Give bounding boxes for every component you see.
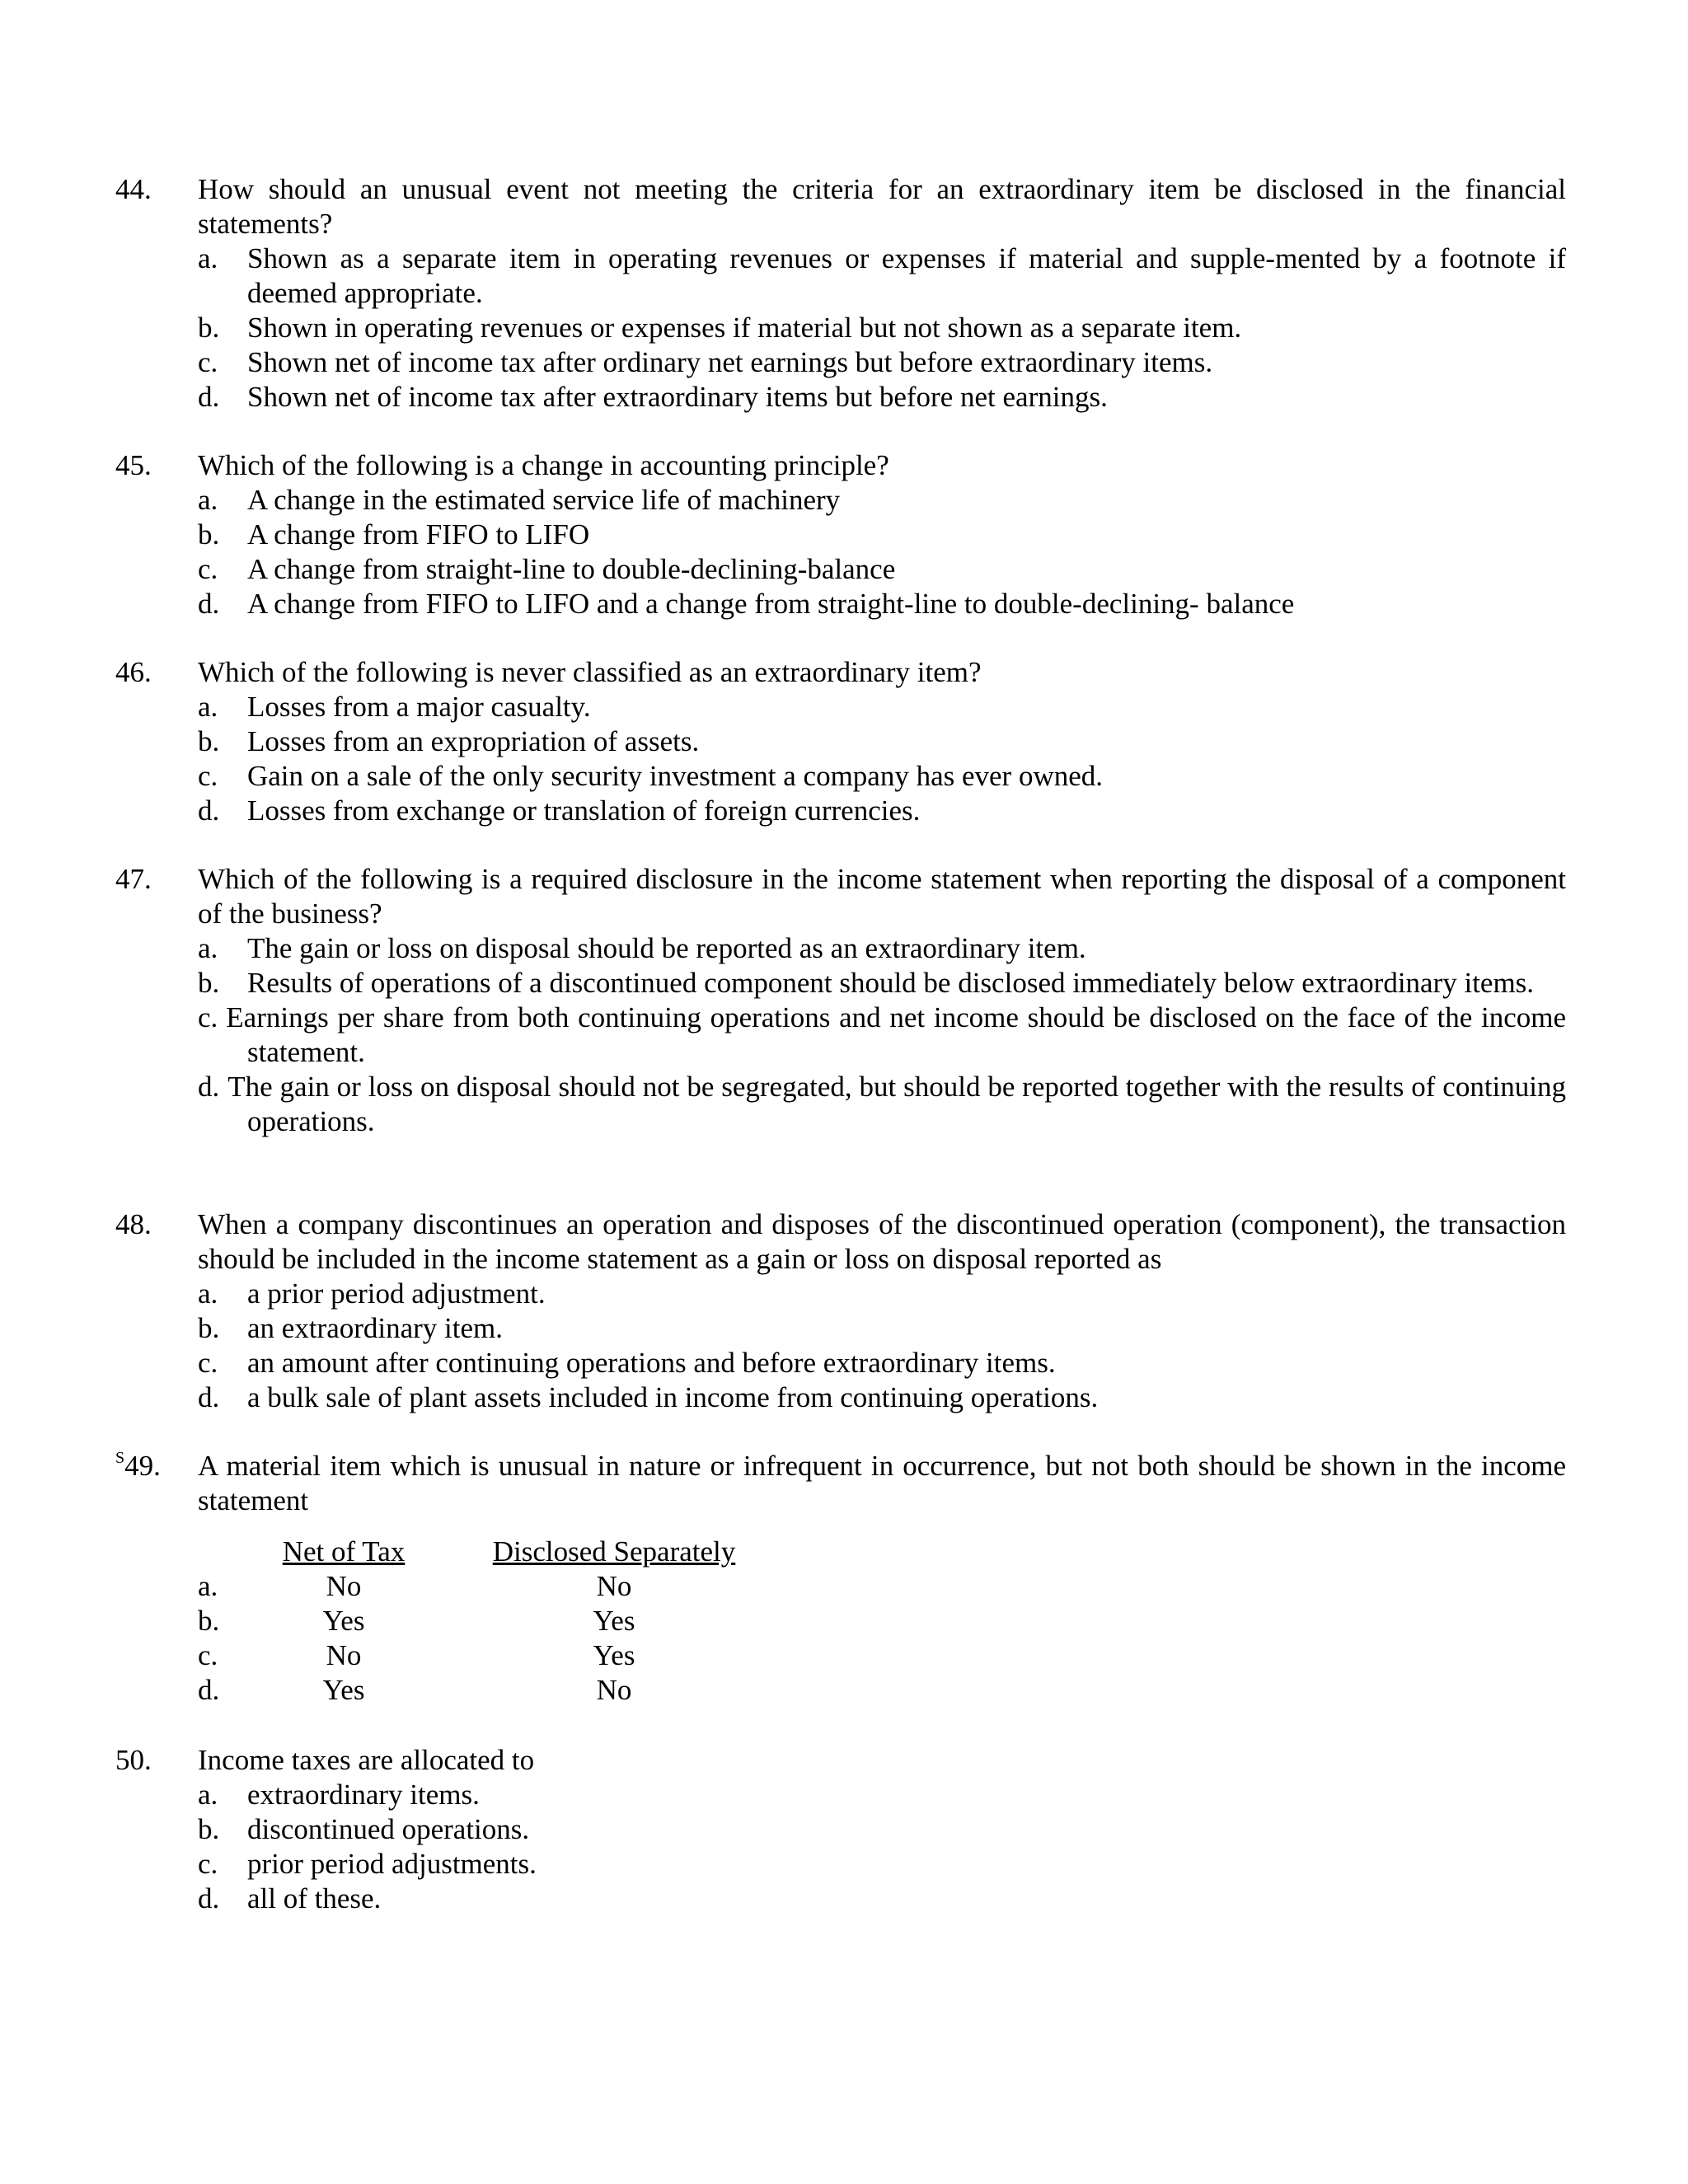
option-text: Shown as a separate item in operating revenues or expenses if material and supple-mented by a footnote if deemed appropriate. (247, 242, 1566, 309)
option-d (198, 587, 1566, 621)
option-letter: b. (198, 518, 220, 551)
question-number: 48. (115, 1208, 152, 1240)
option-text: extraordinary items. (247, 1779, 480, 1811)
question-text: A material item which is unusual in nature or infrequent in occurrence, but not both should be shown in the income statement (198, 1450, 1566, 1516)
option-text: Losses from an expropriation of assets. (247, 725, 700, 757)
question-text: How should an unusual event not meeting the criteria for an extraordinary item be disclosed in the financial statements? (198, 173, 1566, 240)
option-c (198, 552, 1566, 587)
option-letter: a. (198, 932, 218, 964)
question-47 (115, 862, 1566, 1139)
option-d (198, 1380, 1566, 1415)
question-text: Which of the following is a required disclosure in the income statement when reporting the disposal of a component of the business? (198, 863, 1566, 930)
option-letter: c. (198, 760, 218, 792)
option-b (198, 966, 1566, 1001)
row-letter: b. (198, 1605, 220, 1637)
question-number: 50. (115, 1744, 152, 1776)
question-number: 47. (115, 863, 152, 895)
option-text: Losses from a major casualty. (247, 691, 591, 723)
option-a (198, 931, 1566, 966)
option-a (198, 1778, 1566, 1812)
option-text: Earnings per share from both continuing operations and net income should be disclosed on the face of the income statement. (226, 1001, 1566, 1068)
table-header (198, 1535, 1566, 1569)
option-text: Results of operations of a discontinued component should be disclosed immediately below extraordinary items. (247, 967, 1535, 999)
option-text: A change from straight-line to double-declining-balance (247, 553, 896, 585)
option-c (198, 1001, 1566, 1070)
option-letter: a. (198, 691, 218, 723)
option-list (198, 1778, 1566, 1916)
option-letter: a. (198, 242, 218, 274)
row-letter: c. (198, 1639, 218, 1671)
question-text: When a company discontinues an operation and disposes of the discontinued operation (component), the transaction should be included in the income statement as a gain or loss on disposal reported as (198, 1208, 1566, 1275)
option-a (198, 1277, 1566, 1311)
option-letter: a. (198, 484, 218, 516)
option-a (198, 241, 1566, 311)
option-letter: c. (198, 1347, 218, 1379)
option-text: a bulk sale of plant assets included in income from continuing operations. (247, 1381, 1099, 1413)
option-letter: a. (198, 1779, 218, 1811)
cell-disclosed: No (596, 1570, 632, 1602)
option-text: Losses from exchange or translation of foreign currencies. (247, 794, 921, 827)
option-letter: d. (198, 1381, 220, 1413)
option-text: The gain or loss on disposal should not be segregated, but should be reported together with the results of continuing operations. (227, 1071, 1566, 1137)
option-b (198, 724, 1566, 759)
option-text: an amount after continuing operations and before extraordinary items. (247, 1347, 1056, 1379)
option-letter: c. (198, 1848, 218, 1880)
option-text: all of these. (247, 1882, 382, 1915)
option-a (198, 690, 1566, 724)
option-letter: d. (198, 794, 220, 827)
option-d (198, 380, 1566, 415)
question-number: 46. (115, 656, 152, 688)
option-d (198, 794, 1566, 828)
option-letter: b. (198, 967, 220, 999)
option-d (198, 1882, 1566, 1916)
question-text: Which of the following is a change in accounting principle? (198, 449, 889, 481)
option-letter: d. (198, 1882, 220, 1915)
option-text: an extraordinary item. (247, 1312, 504, 1344)
option-text: Shown in operating revenues or expenses if material but not shown as a separate item. (247, 312, 1242, 344)
cell-disclosed: No (596, 1674, 632, 1706)
option-list (198, 483, 1566, 621)
option-list (198, 241, 1566, 415)
option-c (198, 1847, 1566, 1882)
option-letter: d. (198, 1071, 220, 1103)
option-b (198, 311, 1566, 345)
option-text: A change from FIFO to LIFO (247, 518, 590, 551)
column-header-disclosed-separately: Disclosed Separately (492, 1535, 736, 1568)
option-text: Gain on a sale of the only security investment a company has ever owned. (247, 760, 1104, 792)
answer-table (198, 1535, 1566, 1708)
question-text: Which of the following is never classified as an extraordinary item? (198, 656, 982, 688)
question-text: Income taxes are allocated to (198, 1744, 535, 1776)
table-row (198, 1604, 1566, 1638)
option-letter: b. (198, 312, 220, 344)
option-b (198, 518, 1566, 552)
table-row (198, 1638, 1566, 1673)
option-d (198, 1070, 1566, 1139)
option-letter: c. (198, 1001, 218, 1033)
option-a (198, 483, 1566, 518)
question-46 (115, 655, 1566, 828)
row-letter: a. (198, 1570, 218, 1602)
question-number: 45. (115, 449, 152, 481)
option-c (198, 759, 1566, 794)
cell-net-of-tax: Yes (322, 1674, 365, 1706)
option-letter: b. (198, 1312, 220, 1344)
option-text: prior period adjustments. (247, 1848, 537, 1880)
cell-disclosed: Yes (593, 1639, 635, 1671)
row-letter: d. (198, 1674, 220, 1706)
option-text: discontinued operations. (247, 1813, 530, 1845)
option-letter: d. (198, 588, 220, 620)
option-text: a prior period adjustment. (247, 1277, 546, 1310)
table-row (198, 1569, 1566, 1604)
option-text: Shown net of income tax after ordinary net earnings but before extraordinary items. (247, 346, 1213, 378)
cell-net-of-tax: Yes (322, 1605, 365, 1637)
option-b (198, 1812, 1566, 1847)
option-letter: c. (198, 346, 218, 378)
question-44 (115, 172, 1566, 415)
option-list (198, 931, 1566, 1139)
option-text: Shown net of income tax after extraordinary items but before net earnings. (247, 381, 1108, 413)
question-number-text: 49. (124, 1450, 161, 1482)
question-marker: S (115, 1449, 125, 1468)
option-c (198, 345, 1566, 380)
option-letter: b. (198, 1813, 220, 1845)
cell-net-of-tax: No (326, 1639, 362, 1671)
option-letter: d. (198, 381, 220, 413)
question-45 (115, 448, 1566, 621)
option-list (198, 1277, 1566, 1415)
cell-disclosed: Yes (593, 1605, 635, 1637)
question-50 (115, 1743, 1566, 1916)
question-49 (115, 1449, 1566, 1708)
option-c (198, 1346, 1566, 1380)
option-text: A change in the estimated service life of machinery (247, 484, 841, 516)
option-letter: c. (198, 553, 218, 585)
table-row (198, 1673, 1566, 1708)
column-header-net-of-tax: Net of Tax (282, 1535, 406, 1568)
option-letter: b. (198, 725, 220, 757)
option-b (198, 1311, 1566, 1346)
cell-net-of-tax: No (326, 1570, 362, 1602)
option-text: The gain or loss on disposal should be reported as an extraordinary item. (247, 932, 1086, 964)
question-48 (115, 1207, 1566, 1415)
question-number (115, 1449, 198, 1483)
option-text: A change from FIFO to LIFO and a change from straight-line to double-declining- balance (247, 588, 1295, 620)
option-letter: a. (198, 1277, 218, 1310)
option-list (198, 690, 1566, 828)
question-number: 44. (115, 173, 152, 205)
